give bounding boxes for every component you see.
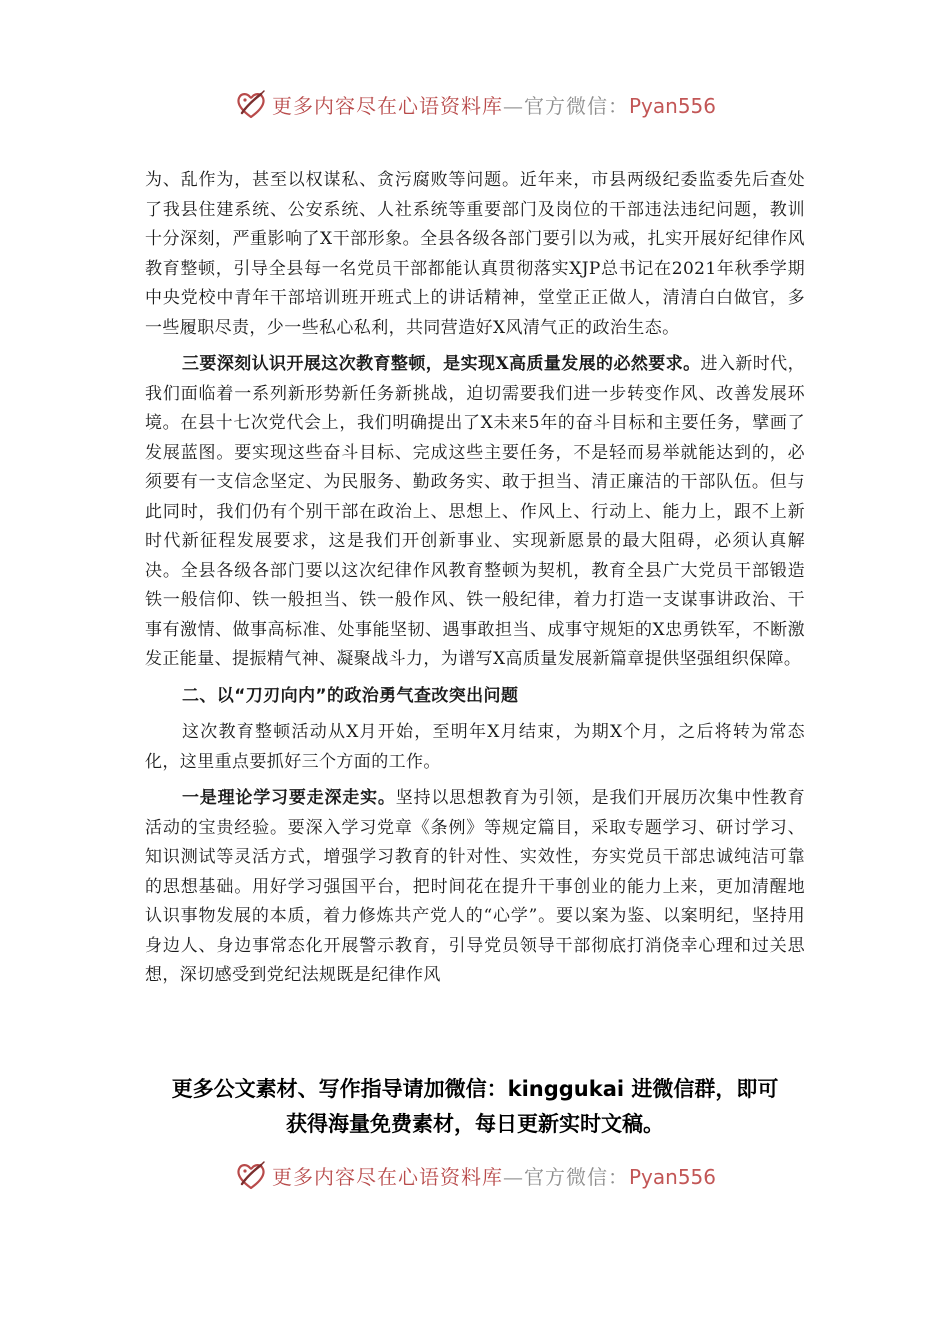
document-body bbox=[145, 166, 805, 991]
ink-heart-pen-logo bbox=[234, 87, 268, 121]
paragraph-1-text: 为、乱作为，甚至以权谋私、贪污腐败等问题。近年来，市县两级纪委监委先后查处了我县住建系统、公安系统、人社系统等重要部门及岗位的干部违法违纪问题，教训十分深刻，严重影响了X干部形象。全县各级各部门要引以为戒，扎实开展好纪律作风教育整顿，引导全县每一名党员干部都能认真贯彻落实XJP总书记在2021年秋季学期中央党校中青年干部培训班开班式上的讲话精神，堂堂正正做人，清清白白做官，多一些履职尽责，少一些私心私利，共同营造好X风清气正的政治生态。 bbox=[145, 170, 805, 338]
watermark-id: Pyan556 bbox=[628, 1164, 716, 1189]
section-heading: 二、以“刀刃向内”的政治勇气查改突出问题 bbox=[182, 685, 519, 706]
watermark-text bbox=[272, 90, 716, 119]
paragraph-2 bbox=[145, 350, 805, 675]
promo-line-2: 获得海量免费素材，每日更新实时文稿。 bbox=[286, 1112, 664, 1136]
paragraph-4 bbox=[145, 784, 805, 991]
watermark-main: 更多内容尽在心语资料库 bbox=[271, 93, 503, 118]
watermark-sub: 官方微信： bbox=[523, 1164, 629, 1189]
paragraph-1 bbox=[145, 166, 805, 343]
watermark-footer bbox=[0, 1157, 950, 1193]
paragraph-2-text: 进入新时代，我们面临着一系列新形势新任务新挑战，迫切需要我们进一步转变作风、改善发展环境。在县十七次党代会上，我们明确提出了X未来5年的奋斗目标和主要任务，擘画了发展蓝图。要实现这些奋斗目标、完成这些主要任务，不是轻而易举就能达到的，必须要有一支信念坚定、为民服务、勤政务实、敢于担当、清正廉洁的干部队伍。但与此同时，我们仍有个别干部在政治上、思想上、作风上、行动上、能力上，跟不上新时代新征程发展要求，这是我们开创新事业、实现新愿景的最大阻碍，必须认真解决。全县各级各部门要以这次纪律作风教育整顿为契机，教育全县广大党员干部锻造铁一般信仰、铁一般担当、铁一般作风、铁一般纪律，着力打造一支谋事讲政治、干事有激情、做事高标准、处事能坚韧、遇事敢担当、成事守规矩的X忠勇铁军，不断激发正能量、提振精气神、凝聚战斗力，为谱写X高质量发展新篇章提供坚强组织保障。 bbox=[145, 354, 805, 669]
watermark-main: 更多内容尽在心语资料库 bbox=[271, 1164, 503, 1189]
paragraph-3-text: 这次教育整顿活动从X月开始，至明年X月结束，为期X个月，之后将转为常态化，这里重点要抓好三个方面的工作。 bbox=[145, 722, 805, 772]
paragraph-3 bbox=[145, 718, 805, 777]
watermark-sub: 官方微信： bbox=[523, 93, 629, 118]
ink-heart-pen-logo bbox=[234, 1158, 268, 1192]
promo-notice bbox=[120, 1072, 830, 1142]
watermark-separator: — bbox=[502, 93, 524, 118]
promo-line-1: 更多公文素材、写作指导请加微信：kinggukai 进微信群，即可 bbox=[171, 1077, 779, 1101]
watermark-header bbox=[0, 86, 950, 122]
watermark-id: Pyan556 bbox=[628, 93, 716, 118]
paragraph-2-lead: 三要深刻认识开展这次教育整顿，是实现X高质量发展的必然要求。 bbox=[182, 354, 701, 374]
watermark-text bbox=[272, 1161, 716, 1190]
watermark-separator: — bbox=[502, 1164, 524, 1189]
paragraph-4-text: 坚持以思想教育为引领，是我们开展历次集中性教育活动的宝贵经验。要深入学习党章《条例》等规定篇目，采取专题学习、研讨学习、知识测试等灵活方式，增强学习教育的针对性、实效性，夯实党员干部忠诚纯洁可靠的思想基础。用好学习强国平台，把时间花在提升干事创业的能力上来，更加清醒地认识事物发展的本质，着力修炼共产党人的“心学”。要以案为鉴、以案明纪，坚持用身边人、身边事常态化开展警示教育，引导党员领导干部彻底打消侥幸心理和过关思想，深切感受到党纪法规既是纪律作风 bbox=[145, 788, 805, 985]
paragraph-4-lead: 一是理论学习要走深走实。 bbox=[182, 788, 396, 808]
